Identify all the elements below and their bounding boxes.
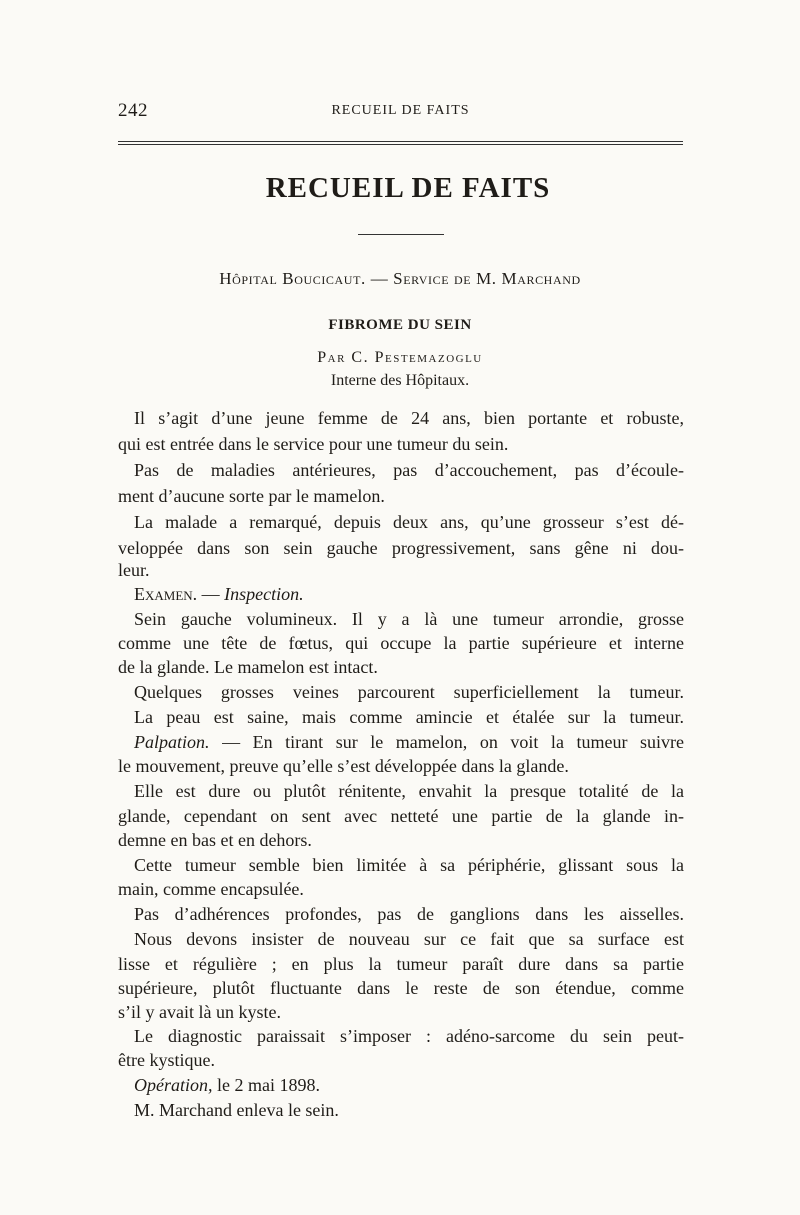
section-label: Examen. — [134, 584, 220, 604]
body-text: — En tirant sur le mamelon, on voit la tumeur suivre [222, 732, 685, 752]
body-line: Cette tumeur semble bien limitée à sa périphérie, glissant sous la [134, 855, 684, 875]
body-line: Nous devons insister de nouveau sur ce fait que sa surface est [134, 929, 684, 949]
body-line: Quelques grosses veines parcourent superficiellement la tumeur. [134, 682, 684, 702]
operation-line [118, 1074, 684, 1096]
body-line: Pas d’adhérences profondes, pas de ganglions dans les aisselles. [134, 904, 684, 924]
running-head [118, 100, 683, 124]
double-rule-divider [118, 141, 683, 145]
body-line: La peau est saine, mais comme amincie et étalée sur la tumeur. [134, 707, 684, 727]
running-title: RECUEIL DE FAITS [331, 103, 470, 118]
article-title: FIBROME DU SEIN [328, 317, 472, 333]
body-line: M. Marchand enleva le sein. [134, 1100, 339, 1120]
body-line: glande, cependant on sent avec netteté une partie de la glande in- [118, 806, 684, 826]
body-line: Il s’agit d’une jeune femme de 24 ans, bien portante et robuste, [134, 408, 684, 428]
body-line: veloppée dans son sein gauche progressivement, sans gêne ni dou- [118, 538, 684, 558]
author-role: Interne des Hôpitaux. [330, 372, 470, 389]
section-subheading: Opération, [134, 1075, 213, 1095]
body-line: lisse et régulière ; en plus la tumeur paraît dure dans sa partie [118, 954, 684, 974]
body-line: qui est entrée dans le service pour une tumeur du sein. [118, 434, 509, 454]
section-heading-examen [118, 583, 684, 605]
body-line: être kystique. [118, 1050, 215, 1070]
body-line: Pas de maladies antérieures, pas d’accouchement, pas d’écoule- [134, 460, 684, 480]
page-number: 242 [118, 100, 148, 121]
section-palpation-line [118, 731, 684, 753]
author-byline: Par C. Pestemazoglu [317, 349, 483, 366]
body-line: de la glande. Le mamelon est intact. [118, 657, 378, 677]
body-line: supérieure, plutôt fluctuante dans le reste de son étendue, comme [118, 978, 684, 998]
body-line: Sein gauche volumineux. Il y a là une tumeur arrondie, grosse [134, 609, 684, 629]
body-line: Elle est dure ou plutôt rénitente, envahit la presque totalité de la [134, 781, 684, 801]
body-line: demne en bas et en dehors. [118, 830, 312, 850]
section-subheading: Palpation. [134, 732, 210, 752]
body-line: main, comme encapsulée. [118, 879, 304, 899]
body-line: ment d’aucune sorte par le mamelon. [118, 486, 385, 506]
body-line: le mouvement, preuve qu’elle s’est développée dans la glande. [118, 756, 569, 776]
body-line: Le diagnostic paraissait s’imposer : adéno-sarcome du sein peut- [134, 1026, 684, 1046]
page-title: RECUEIL DE FAITS [265, 172, 551, 204]
section-subheading: Inspection. [224, 584, 304, 604]
title-rule-divider [358, 234, 444, 235]
body-line: La malade a remarqué, depuis deux ans, qu’une grosseur s’est dé- [134, 512, 684, 532]
body-text: le 2 mai 1898. [217, 1075, 320, 1095]
hospital-line: Hôpital Boucicaut. — Service de M. Marchand [219, 269, 581, 288]
body-line: leur. [118, 560, 150, 580]
body-line: comme une tête de fœtus, qui occupe la partie supérieure et interne [118, 633, 684, 653]
body-line: s’il y avait là un kyste. [118, 1002, 281, 1022]
